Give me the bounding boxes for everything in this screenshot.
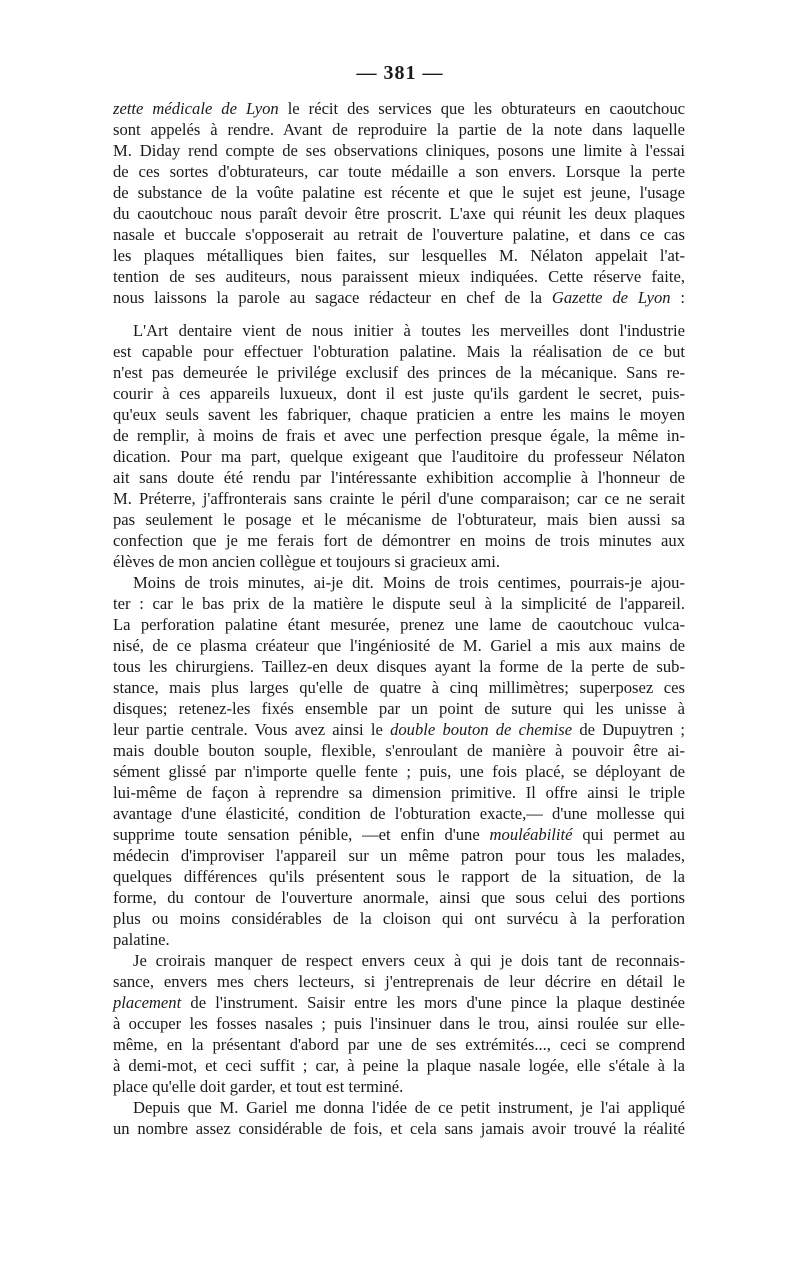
text-line: placement de l'instrument. Saisir entre les mors d'une pince la plaque destinée [113,993,685,1012]
text-line: supprime toute sensation pénible, —et enfin d'une mouléabilité qui permet au [113,825,685,844]
text-line: zette médicale de Lyon le récit des services que les obturateurs en caoutchouc [113,99,686,118]
text-line: qu'eux seuls savent les fabriquer, chaque praticien a entre les mains le moyen [113,405,685,424]
text-line: nous laissons la parole au sagace rédacteur en chef de la Gazette de Lyon : [113,288,685,307]
text-line: quelques différences qu'ils présentent sous le rapport de la situation, de la [113,867,685,886]
text-line: confection que je me ferais fort de démontrer en moins de trois minutes aux [113,531,685,550]
text-line: n'est pas demeurée le privilége exclusif des princes de la mécanique. Sans re- [113,363,685,382]
paragraph-method [113,572,685,950]
text-line: ter : car le bas prix de la matière le dispute seul à la simplicité de l'appareil. [113,594,685,613]
text-line: nisé, de ce plasma créateur que l'ingéniosité de M. Gariel a mis aux mains de [113,636,685,655]
text-line: de ces sortes d'obturateurs, car toute médaille a son envers. Lorsque la perte [113,162,685,181]
text-line: du caoutchouc nous paraît devoir être proscrit. L'axe qui réunit les deux plaques [113,204,685,223]
text-line: tention de ses auditeurs, nous paraissent mieux indiquées. Cette réserve faite, [113,267,685,286]
text-line: sance, envers mes chers lecteurs, si j'entreprenais de leur décrire en détail le [113,972,685,991]
text-line: leur partie centrale. Vous avez ainsi le double bouton de chemise de Dupuytren ; [113,720,685,739]
text-line: de substance de la voûte palatine est récente et que le sujet est jeune, l'usage [113,183,685,202]
paragraph-intro [113,98,685,308]
emphasis-term: placement [113,993,182,1012]
text-line: L'Art dentaire vient de nous initier à toutes les merveilles dont l'industrie [133,321,685,340]
journal-title: zette médicale de Lyon [113,99,279,118]
text-line: avantage d'une élasticité, condition de l'obturation exacte,— d'une mollesse qui [113,804,685,823]
text-line: sément glissé par n'importe quelle fente ; puis, une fois placé, se déployant de [113,762,685,781]
text-line: à demi-mot, et ceci suffit ; car, à peine la plaque nasale logée, elle s'étale à la [113,1056,685,1075]
text-line: La perforation palatine étant mesurée, prenez une lame de caoutchouc vulca- [113,615,685,634]
text-line: nasale et buccale s'opposerait au retrait de l'ouverture palatine, et dans ce cas [113,225,685,244]
emphasis-term: mouléabilité [489,825,573,844]
text-line: mais double bouton souple, flexible, s'enroulant de manière à pouvoir être ai- [113,741,685,760]
text-line: M. Diday rend compte de ses observations cliniques, posons une limite à l'essai [113,141,685,160]
text-line: de remplir, à moins de frais et avec une perfection presque égale, la même in- [113,426,685,445]
text-line: stance, mais plus larges qu'elle de quatre à cinq millimètres; superposez ces [113,678,685,697]
text-line: plus ou moins considérables de la cloison qui ont survécu à la perforation [113,909,685,928]
text-line: Moins de trois minutes, ai-je dit. Moins de trois centimes, pourrais-je ajou- [133,573,685,592]
text-line: courir à ces appareils luxueux, dont il est juste qu'ils gardent le secret, puis- [113,384,685,403]
text-line: palatine. [113,930,170,949]
text-line: tous les chirurgiens. Taillez-en deux disques ayant la forme de la perte de sub- [113,657,685,676]
paragraph-conclusion [113,1097,685,1139]
paragraph-quote [113,320,685,572]
text-line: place qu'elle doit garder, et tout est terminé. [113,1077,404,1096]
text-line: pas seulement le posage et le mécanisme de l'obturateur, mais bien aussi sa [113,510,685,529]
text-line: à occuper les fosses nasales ; puis l'insinuer dans le trou, ainsi roulée sur elle- [113,1014,685,1033]
text-line: est capable pour effectuer l'obturation palatine. Mais la réalisation de ce but [113,342,685,361]
text-line: dication. Pour ma part, quelque exigeant que l'auditoire du professeur Nélaton [113,447,685,466]
text-line: Je croirais manquer de respect envers ceux à qui je dois tant de reconnais- [133,951,685,970]
paragraph-placement [113,950,685,1097]
journal-title: Gazette de Lyon [551,288,671,307]
text-line: médecin d'improviser l'appareil sur un même patron pour tous les malades, [113,846,685,865]
page-number: — 381 — [356,62,444,84]
text-line: un nombre assez considérable de fois, et cela sans jamais avoir trouvé la réalité [113,1119,685,1138]
emphasis-term: double bouton de chemise [390,720,573,739]
text-line: élèves de mon ancien collègue et toujours si gracieux ami. [113,552,501,571]
text-line: disques; retenez-les fixés ensemble par un point de suture qui les unisse à [113,699,685,718]
text-line: Depuis que M. Gariel me donna l'idée de ce petit instrument, je l'ai appliqué [133,1098,685,1117]
text-line: lui-même de façon à reprendre sa dimension primitive. Il offre ainsi le triple [113,783,685,802]
text-line: M. Préterre, j'affronterais sans crainte le péril d'une comparaison; car ce ne serait [113,489,685,508]
text-line: même, en la présentant d'abord par une de ses extrémités..., ceci se comprend [113,1035,685,1054]
text-line: les plaques métalliques bien faites, sur lesquelles M. Nélaton appelait l'at- [113,246,685,265]
text-line: ait sans doute été rendu par l'intéressante exhibition accomplie à l'honneur de [113,468,685,487]
page-body [113,98,685,1139]
text-line: forme, du contour de l'ouverture anormale, ainsi que sous celui des portions [113,888,685,907]
text-line: sont appelés à rendre. Avant de reproduire la partie de la note dans laquelle [113,120,685,139]
